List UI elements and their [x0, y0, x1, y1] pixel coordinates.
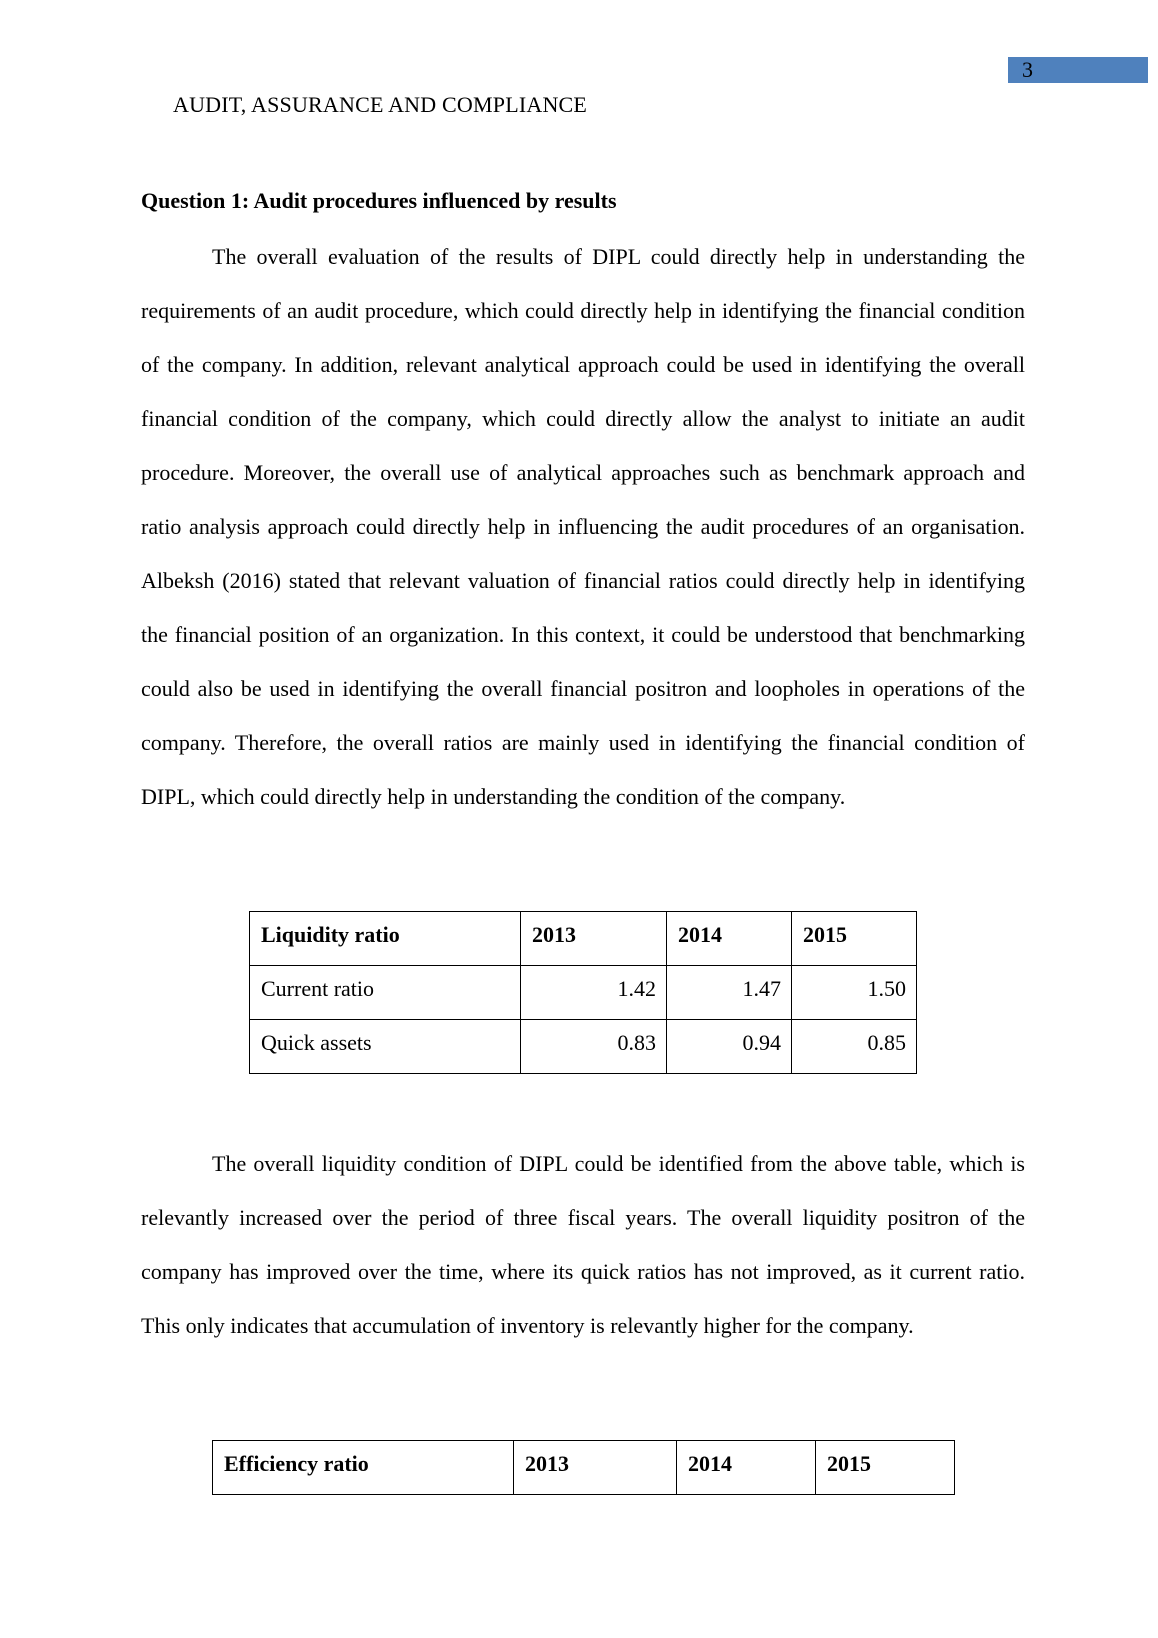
table-header-cell: 2014 [667, 912, 792, 966]
table-header-row [213, 1441, 955, 1495]
table-cell: 1.42 [521, 966, 667, 1020]
body-paragraph-1: The overall evaluation of the results of DIPL could directly help in understanding the requirements of an audit procedure, which could directly help in identifying the financial condition of the company. In addition, relevant analytical approach could be used in identifying the overall financial condition of the company, which could directly allow the analyst to initiate an audit procedure. Moreover, the overall use of analytical approaches such as benchmark approach and ratio analysis approach could directly help in influencing the audit procedures of an organisation. Albeksh (2016) stated that relevant valuation of financial ratios could directly help in identifying the financial position of an organization. In this context, it could be understood that benchmarking could also be used in identifying the overall financial positron and loopholes in operations of the company. Therefore, the overall ratios are mainly used in identifying the financial condition of DIPL, which could directly help in understanding the condition of the company. [141, 244, 1025, 809]
table-row [250, 966, 917, 1020]
page-number: 3 [1008, 57, 1148, 83]
section-heading: Question 1: Audit procedures influenced by results [141, 188, 617, 213]
table-cell: 0.94 [667, 1020, 792, 1074]
table-header-cell: 2013 [521, 912, 667, 966]
table-header-cell: Efficiency ratio [213, 1441, 514, 1495]
table-header-cell: 2014 [677, 1441, 816, 1495]
table-header-cell: Liquidity ratio [250, 912, 521, 966]
table-cell: 1.50 [792, 966, 917, 1020]
row-label: Quick assets [250, 1020, 521, 1074]
table-header-cell: 2015 [816, 1441, 955, 1495]
table-row [250, 1020, 917, 1074]
table-header-row [250, 912, 917, 966]
table-cell: 1.47 [667, 966, 792, 1020]
efficiency-ratio-table [212, 1440, 955, 1495]
running-head: AUDIT, ASSURANCE AND COMPLIANCE [173, 92, 588, 117]
body-paragraph-2: The overall liquidity condition of DIPL could be identified from the above table, which is relevantly increased over the period of three fiscal years. The overall liquidity positron of the company has improved over the time, where its quick ratios has not improved, as it current ratio. This only indicates that accumulation of inventory is relevantly higher for the company. [141, 1151, 1025, 1338]
liquidity-ratio-table [249, 911, 917, 1074]
table-cell: 0.85 [792, 1020, 917, 1074]
table-header-cell: 2015 [792, 912, 917, 966]
row-label: Current ratio [250, 966, 521, 1020]
table-header-cell: 2013 [514, 1441, 677, 1495]
table-cell: 0.83 [521, 1020, 667, 1074]
